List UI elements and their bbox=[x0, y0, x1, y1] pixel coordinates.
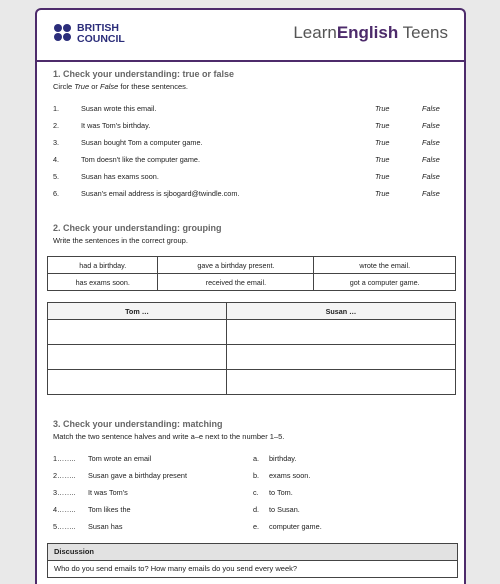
answer-blank[interactable]: 3…….. bbox=[53, 488, 76, 497]
false-option[interactable]: False bbox=[422, 172, 440, 181]
true-option[interactable]: True bbox=[375, 172, 390, 181]
section3-instruction: Match the two sentence halves and write a–e next to the number 1–5. bbox=[53, 432, 285, 441]
sentence-cell: gave a birthday present. bbox=[158, 257, 314, 274]
false-option[interactable]: False bbox=[422, 121, 440, 130]
answer-blank[interactable]: 5…….. bbox=[53, 522, 76, 531]
answer-cell[interactable] bbox=[48, 320, 227, 345]
grouping-answer-table bbox=[47, 302, 456, 395]
section2-instruction: Write the sentences in the correct group. bbox=[53, 236, 188, 245]
true-option[interactable]: True bbox=[375, 104, 390, 113]
discussion-title: Discussion bbox=[48, 544, 457, 561]
section1-title: 1. Check your understanding: true or false bbox=[53, 69, 235, 79]
matching-row: 5…….. Susan has e. computer game. bbox=[53, 522, 322, 531]
discussion-box bbox=[47, 543, 458, 578]
false-option[interactable]: False bbox=[422, 104, 440, 113]
matching-row: 2…….. Susan gave a birthday present b. exams soon. bbox=[53, 471, 311, 480]
matching-row: 1…….. Tom wrote an email a. birthday. bbox=[53, 454, 297, 463]
true-option[interactable]: True bbox=[375, 155, 390, 164]
section2-title: 2. Check your understanding: grouping bbox=[53, 223, 222, 233]
worksheet bbox=[35, 8, 466, 584]
answer-cell[interactable] bbox=[226, 370, 455, 395]
logo-line-1: BRITISH bbox=[77, 22, 119, 34]
tf-row: 4. Tom doesn't like the computer game. True False bbox=[53, 155, 440, 164]
tf-row: 5. Susan has exams soon. True False bbox=[53, 172, 440, 181]
answer-blank[interactable]: 2…….. bbox=[53, 471, 76, 480]
logo-dots-icon bbox=[54, 24, 74, 44]
answer-blank[interactable]: 4…….. bbox=[53, 505, 76, 514]
true-option[interactable]: True bbox=[375, 138, 390, 147]
false-option[interactable]: False bbox=[422, 138, 440, 147]
true-option[interactable]: True bbox=[375, 189, 390, 198]
tf-row: 2. It was Tom's birthday. True False bbox=[53, 121, 440, 130]
logo-line-2: COUNCIL bbox=[77, 33, 125, 45]
answer-blank[interactable]: 1…….. bbox=[53, 454, 76, 463]
matching-row: 3…….. It was Tom's c. to Tom. bbox=[53, 488, 293, 497]
answer-cell[interactable] bbox=[226, 320, 455, 345]
false-option[interactable]: False bbox=[422, 155, 440, 164]
answer-cell[interactable] bbox=[48, 370, 227, 395]
discussion-question: Who do you send emails to? How many emails do you send every week? bbox=[54, 564, 298, 573]
section3-title: 3. Check your understanding: matching bbox=[53, 419, 223, 429]
sentence-cell: got a computer game. bbox=[314, 274, 456, 291]
tom-column-header: Tom … bbox=[48, 303, 227, 320]
sentence-cell: has exams soon. bbox=[48, 274, 158, 291]
sentence-cell: wrote the email. bbox=[314, 257, 456, 274]
susan-column-header: Susan … bbox=[226, 303, 455, 320]
tf-row: 1. Susan wrote this email. True False bbox=[53, 104, 440, 113]
tf-row: 3. Susan bought Tom a computer game. True False bbox=[53, 138, 440, 147]
learnenglish-teens-brand: LearnEnglish Teens bbox=[293, 23, 448, 42]
sentence-cell: had a birthday. bbox=[48, 257, 158, 274]
answer-cell[interactable] bbox=[226, 345, 455, 370]
answer-cell[interactable] bbox=[48, 345, 227, 370]
tf-row: 6. Susan's email address is sjbogard@twindle.com. True False bbox=[53, 189, 440, 198]
sentence-bank-table bbox=[47, 256, 456, 291]
matching-row: 4…….. Tom likes the d. to Susan. bbox=[53, 505, 300, 514]
worksheet-header bbox=[37, 10, 464, 62]
false-option[interactable]: False bbox=[422, 189, 440, 198]
sentence-cell: received the email. bbox=[158, 274, 314, 291]
section1-instruction: Circle True or False for these sentences. bbox=[53, 82, 188, 91]
true-option[interactable]: True bbox=[375, 121, 390, 130]
